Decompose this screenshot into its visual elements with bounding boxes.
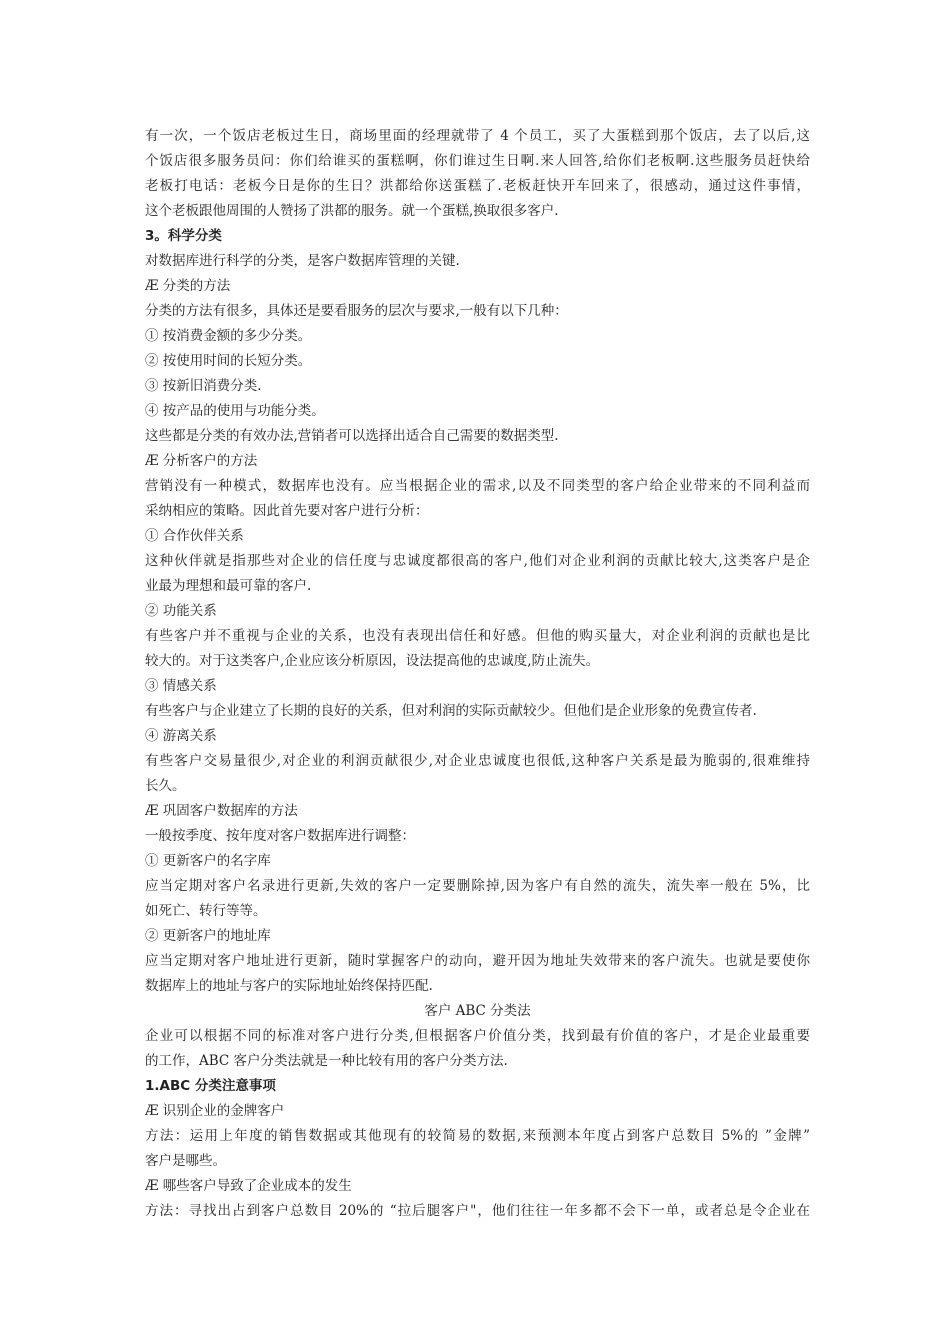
- list-item: ② 更新客户的地址库: [145, 928, 271, 944]
- paragraph-line: 个饭店很多服务员问：你们给谁买的蛋糕啊，你们谁过生日啊.来人回答,给你们老板啊.这些服务员赶快给: [145, 153, 810, 169]
- paragraph-line: 采纳相应的策略。因此首先要对客户进行分析：: [145, 503, 429, 519]
- paragraph-line: 一般按季度、按年度对客户数据库进行调整：: [145, 828, 415, 844]
- document-page: [145, 124, 810, 1224]
- list-item: ④ 游离关系: [145, 728, 217, 744]
- list-item: ② 功能关系: [145, 603, 217, 619]
- paragraph-line: 这种伙伴就是指那些对企业的信任度与忠诚度都很高的客户,他们对企业利润的贡献比较大,这类客户是企: [145, 553, 810, 569]
- section-heading: 3。科学分类: [145, 228, 222, 244]
- paragraph-line: 这个老板跟他周围的人赞扬了洪都的服务。就一个蛋糕,换取很多客户.: [145, 203, 559, 219]
- list-item: ③ 情感关系: [145, 678, 217, 694]
- paragraph-line: 企业可以根据不同的标准对客户进行分类,但根据客户价值分类，找到最有价值的客户，才是企业最重要: [145, 1028, 810, 1044]
- subsection-heading: Æ 哪些客户导致了企业成本的发生: [145, 1178, 352, 1194]
- paragraph-line: 有些客户与企业建立了长期的良好的关系，但对利润的实际贡献较少。但他们是企业形象的免费宣传者.: [145, 703, 757, 719]
- list-item: ① 更新客户的名字库: [145, 853, 271, 869]
- list-item: ③ 按新旧消费分类.: [145, 378, 262, 394]
- paragraph-line: 方法：运用上年度的销售数据或其他现有的较简易的数据,来预测本年度占到客户总数目 5%的 ”金牌”: [145, 1128, 810, 1144]
- paragraph-line: 有些客户交易量很少,对企业的利润贡献很少,对企业忠诚度也很低,这种客户关系是最为脆弱的,很难维持: [145, 753, 810, 769]
- paragraph-line: 数据库上的地址与客户的实际地址始终保持匹配.: [145, 978, 433, 994]
- subsection-heading: Æ 巩固客户数据库的方法: [145, 803, 298, 819]
- subsection-heading: Æ 识别企业的金牌客户: [145, 1103, 285, 1119]
- subsection-heading: Æ 分析客户的方法: [145, 453, 258, 469]
- paragraph-line: 客户是哪些。: [145, 1153, 226, 1169]
- paragraph-line: 老板打电话：老板今日是你的生日？洪都给你送蛋糕了.老板赶快开车回来了，很感动，通过这件事情，: [145, 178, 810, 194]
- section-heading: 1.ABC 分类注意事项: [145, 1078, 276, 1094]
- paragraph-line: 有些客户并不重视与企业的关系，也没有表现出信任和好感。但他的购买量大，对企业利润的贡献也是比: [145, 628, 810, 644]
- paragraph-line: 应当定期对客户地址进行更新，随时掌握客户的动向，避开因为地址失效带来的客户流失。也就是要使你: [145, 953, 810, 969]
- list-item: ④ 按产品的使用与功能分类。: [145, 403, 325, 419]
- subsection-heading: Æ 分类的方法: [145, 278, 231, 294]
- paragraph-line: 长久。: [145, 778, 186, 794]
- paragraph-line: 对数据库进行科学的分类，是客户数据库管理的关键.: [145, 253, 460, 269]
- paragraph-line: 营销没有一种模式，数据库也没有。应当根据企业的需求,以及不同类型的客户给企业带来的不同利益而: [145, 478, 810, 494]
- paragraph-line: 有一次，一个饭店老板过生日，商场里面的经理就带了 4 个员工，买了大蛋糕到那个饭店，去了以后,这: [145, 128, 810, 144]
- list-item: ② 按使用时间的长短分类。: [145, 353, 312, 369]
- paragraph-line: 方法：寻找出占到客户总数目 20%的 “拉后腿客户"，他们往往一年多都不会下一单，或者总是令企业在: [145, 1203, 810, 1219]
- list-item: ① 合作伙伴关系: [145, 528, 244, 544]
- paragraph-line: 较大的。对于这类客户,企业应该分析原因，设法提高他的忠诚度,防止流失。: [145, 653, 600, 669]
- paragraph-line: 的工作，ABC 客户分类法就是一种比较有用的客户分类方法.: [145, 1053, 508, 1069]
- paragraph-line: 分类的方法有很多，具体还是要看服务的层次与要求,一般有以下几种：: [145, 303, 568, 319]
- section-title: 客户 ABC 分类法: [424, 1003, 531, 1019]
- paragraph-line: 业最为理想和最可靠的客户.: [145, 578, 312, 594]
- paragraph-line: 如死亡、转行等等。: [145, 903, 267, 919]
- list-item: ① 按消费金额的多少分类。: [145, 328, 312, 344]
- paragraph-line: 应当定期对客户名录进行更新,失效的客户一定要删除掉,因为客户有自然的流失，流失率一般在 5%，比: [145, 878, 810, 894]
- paragraph-line: 这些都是分类的有效办法,营销者可以选择出适合自己需要的数据类型.: [145, 428, 559, 444]
